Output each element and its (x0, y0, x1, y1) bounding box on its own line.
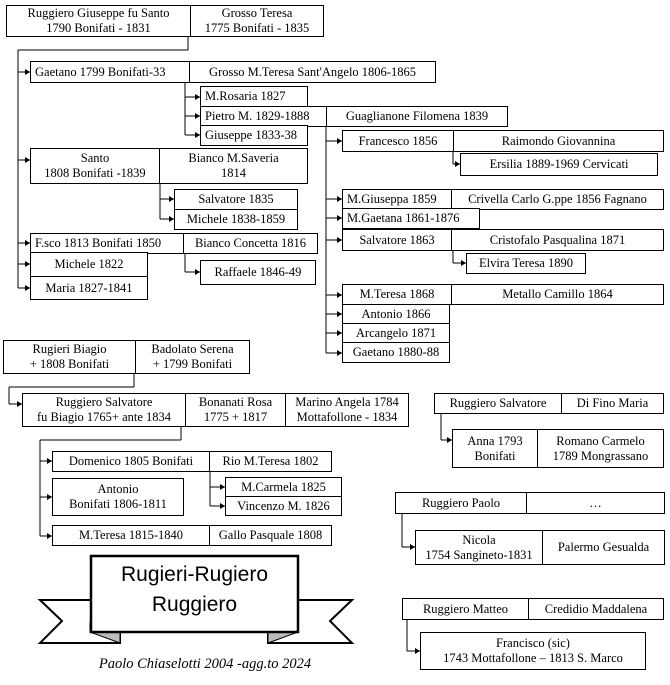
text-line: 1775 Bonifati - 1835 (204, 21, 310, 35)
person-box-b7 (460, 153, 658, 176)
text-line: Metallo Camillo 1864 (502, 287, 613, 301)
text-line: + 1799 Bonifati (152, 357, 233, 371)
spouse-name (209, 526, 331, 545)
person-name (31, 277, 147, 299)
person-name (421, 633, 645, 669)
spouse-name (159, 149, 307, 183)
text-line: M.Teresa 1815-1840 (79, 528, 183, 542)
text-line: Ruggiero Matteo (422, 601, 509, 616)
text-line: 1754 Sangineto-1831 (425, 547, 533, 562)
text-line: Antonio 1866 (361, 306, 431, 321)
person-name (226, 497, 341, 515)
text-line: 1743 Mottafollone – 1813 S. Marco (443, 651, 623, 665)
text-line: F.sco 1813 Bonifati 1850 (35, 236, 162, 250)
text-line: Salvatore 1863 (359, 232, 435, 247)
text-line: Gaetano 1880-88 (352, 345, 440, 359)
person-name (343, 324, 449, 342)
person-box-b12 (342, 208, 480, 229)
person-box-b2 (30, 61, 436, 83)
spouse-name (189, 62, 435, 82)
text-line: Salvatore 1835 (198, 192, 274, 206)
person-box-b5 (200, 125, 308, 146)
person-name (343, 209, 479, 228)
person-name (175, 210, 297, 229)
text-line: Vincenzo M. 1826 (237, 498, 330, 513)
text-line: Bianco Concetta 1816 (194, 236, 307, 250)
text-line: Pietro M. 1829-1888 (205, 109, 310, 123)
person-name (416, 531, 542, 564)
text-line: + 1808 Bonifati (29, 357, 110, 371)
text-line: Ruggiero Salvatore (55, 395, 153, 409)
text-line: M.Rosaria 1827 (205, 89, 286, 103)
text-line: Grosso Teresa (221, 6, 293, 20)
person-name (201, 107, 326, 126)
text-line: Crivella Carlo G.ppe 1856 Fagnano (468, 192, 647, 206)
text-line: Di Fino Maria (576, 396, 649, 410)
text-line: Rio M.Teresa 1802 (222, 454, 319, 468)
person-box-b33 (415, 530, 665, 565)
text-line: Badolato Serena (151, 342, 234, 356)
text-line: M.Carmela 1825 (241, 479, 326, 494)
text-line: Grosso M.Teresa Sant'Angelo 1806-1865 (209, 64, 416, 79)
text-line: Giuseppe 1833-38 (205, 128, 297, 142)
person-box-b24 (22, 393, 409, 427)
text-line: 1790 Bonifati - 1831 (46, 21, 151, 35)
person-box-b30 (434, 393, 664, 414)
person-name (453, 430, 537, 467)
title-line-1: Rugieri-Rugiero (120, 563, 269, 586)
person-box-b23 (3, 340, 250, 374)
person-box-b4 (200, 106, 508, 127)
person-name (343, 343, 449, 362)
person-box-b29 (52, 525, 332, 546)
person-name (23, 394, 185, 426)
person-box-b9 (174, 189, 298, 210)
spouse-name (190, 6, 323, 36)
person-box-b34 (402, 598, 664, 620)
text-line: Elvira Teresa 1890 (478, 256, 573, 270)
text-line: Bonifati (474, 448, 516, 463)
person-box-b35 (420, 632, 646, 670)
person-box-b15 (30, 233, 318, 254)
text-line: Michele 1838-1859 (186, 212, 286, 226)
person-box-b13 (342, 229, 664, 251)
person-name (467, 254, 585, 273)
person-box-b27 (225, 477, 342, 497)
text-line: Rugieri Biagio (32, 342, 107, 356)
person-name (396, 493, 526, 513)
person-name (226, 478, 341, 496)
person-name (343, 131, 453, 151)
text-line: 1808 Bonifati -1839 (44, 166, 146, 180)
person-box-b32 (395, 492, 665, 514)
person-name (31, 234, 183, 253)
text-line: Bonanati Rosa (198, 395, 273, 409)
person-box-b19 (342, 284, 664, 305)
person-box-b17 (200, 260, 316, 285)
text-line: Gallo Pasquale 1808 (218, 528, 323, 542)
text-line: Antonio (97, 482, 139, 496)
text-line: Arcangelo 1871 (355, 325, 437, 340)
spouse-name (542, 531, 664, 564)
title-line-2: Ruggiero (151, 593, 238, 616)
text-line: 1789 Mongrassano (552, 448, 649, 463)
text-line: Mottafollone - 1834 (296, 410, 398, 424)
person-box-b18 (30, 276, 148, 300)
person-name (4, 341, 135, 373)
person-box-b11 (342, 189, 664, 210)
person-box-b6 (342, 130, 664, 152)
person-name (201, 126, 307, 145)
spouse-name (528, 599, 663, 619)
author-credit: Paolo Chiaselotti 2004 -agg.to 2024 (98, 656, 312, 672)
person-box-b14 (466, 253, 586, 274)
person-box-b10 (174, 209, 298, 230)
person-name (343, 305, 449, 323)
spouse-name (135, 341, 249, 373)
spouse-name (451, 230, 663, 250)
spouse-name (185, 394, 285, 426)
person-name (31, 253, 147, 276)
text-line: Ersilia 1889-1969 Cervicati (489, 157, 629, 171)
person-name (201, 87, 307, 106)
person-box-b3 (200, 86, 308, 107)
person-name (53, 526, 209, 545)
person-box-b28 (225, 496, 342, 516)
person-name (343, 285, 451, 304)
person-box-b31 (452, 429, 664, 468)
person-name (343, 190, 451, 209)
text-line: Raffaele 1846-49 (214, 265, 302, 279)
spouse-name (183, 234, 317, 253)
text-line: Marino Angela 1784 (295, 395, 399, 409)
person-name (435, 394, 561, 413)
spouse-name (285, 394, 408, 426)
spouse-name (209, 452, 331, 471)
person-name (31, 149, 159, 183)
text-line: M.Gaetana 1861-1876 (347, 211, 460, 225)
text-line: Guaglianone Filomena 1839 (345, 109, 489, 123)
text-line: Francisco (sic) (496, 636, 570, 650)
person-box-b20 (342, 304, 450, 324)
person-box-b21 (342, 323, 450, 343)
text-line: Ruggiero Giuseppe fu Santo (27, 6, 170, 20)
text-line: Maria 1827-1841 (45, 280, 133, 295)
spouse-name (453, 131, 663, 151)
text-line: M.Giuseppa 1859 (347, 192, 437, 206)
text-line: Gaetano 1799 Bonifati-33 (35, 64, 166, 79)
person-name (53, 452, 209, 471)
spouse-name (326, 107, 507, 126)
text-line: M.Teresa 1868 (359, 287, 435, 301)
person-box-b22 (342, 342, 450, 363)
text-line: Domenico 1805 Bonifati (68, 454, 194, 468)
text-line: Anna 1793 (467, 433, 523, 448)
person-name (53, 479, 183, 515)
text-line: fu Biagio 1765+ ante 1834 (36, 410, 172, 424)
text-line: Ruggiero Paolo (421, 495, 501, 510)
person-name (343, 230, 451, 250)
person-name (7, 6, 190, 36)
spouse-name (451, 285, 663, 304)
spouse-name (451, 190, 663, 209)
person-name (31, 62, 189, 82)
text-line: Bonifati 1806-1811 (69, 497, 167, 511)
text-line: … (589, 495, 602, 510)
person-box-b16 (30, 252, 148, 277)
text-line: Credidio Maddalena (544, 601, 648, 616)
text-line: Bianco M.Saveria (188, 151, 279, 165)
text-line: Francesco 1856 (358, 133, 438, 148)
person-box-b25 (52, 451, 332, 472)
person-name (461, 154, 657, 175)
spouse-name (537, 430, 663, 467)
text-line: Nicola (462, 532, 496, 547)
text-line: Palermo Gesualda (557, 540, 650, 554)
text-line: Michele 1822 (54, 257, 124, 271)
text-line: 1775 + 1817 (203, 410, 268, 424)
text-line: Cristofalo Pasqualina 1871 (489, 232, 626, 247)
person-name (175, 190, 297, 209)
text-line: 1814 (221, 166, 246, 180)
person-name (201, 261, 315, 284)
text-line: Raimondo Giovannina (501, 133, 616, 148)
person-box-b8 (30, 148, 308, 184)
text-line: Santo (80, 151, 110, 165)
spouse-name (561, 394, 663, 413)
person-box-b1 (6, 5, 324, 37)
spouse-name (526, 493, 664, 513)
text-line: Ruggiero Salvatore (449, 396, 547, 410)
person-box-b26 (52, 478, 184, 516)
person-name (403, 599, 528, 619)
title-text (91, 558, 298, 632)
text-line: Romano Carmelo (556, 433, 645, 448)
